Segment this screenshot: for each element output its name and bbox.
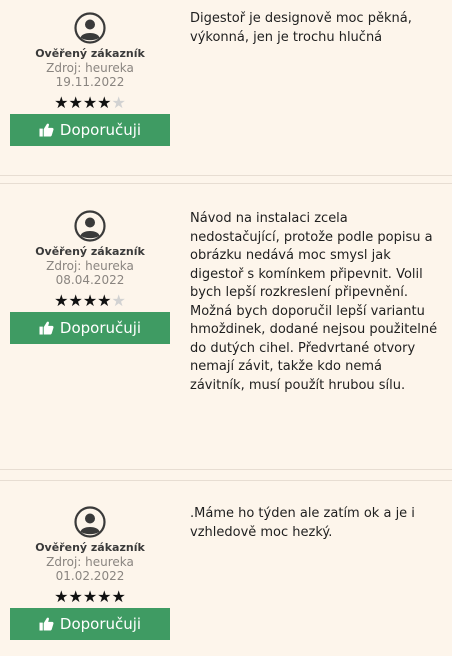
- recommend-label: Doporučuji: [59, 121, 142, 139]
- review-source: Zdroj: heureka: [46, 555, 134, 569]
- review-date: 19.11.2022: [55, 75, 125, 89]
- review-source: Zdroj: heureka: [46, 259, 134, 273]
- star-rating: [10, 95, 170, 111]
- star-empty-icon: ★: [111, 291, 126, 310]
- thumbs-up-icon: [39, 321, 54, 335]
- star-filled-icon: ★: [54, 587, 69, 606]
- star-filled-icon: ★: [82, 93, 98, 112]
- review-text: Návod na instalaci zcela nedostačující, protože podle popisu a obrázku nedává moc smysl jak digestoř s komínkem připevnit. Volil bych lepší rozkreslení připevnění. Možná bych doporučil lepší variantu hmoždinek, dodané nejsou použitelné do dutých cihel. Předvrtané otvory nemají závit, takže kdo nemá závitník, musí použít hrubou sílu.: [190, 211, 438, 393]
- star-filled-icon: ★: [97, 291, 112, 310]
- star-empty-icon: ★: [111, 93, 126, 112]
- thumbs-up-icon: [39, 617, 54, 631]
- user-avatar-icon: [74, 506, 106, 538]
- thumbs-up-icon: [39, 123, 54, 137]
- star-filled-icon: ★: [68, 291, 83, 310]
- star-rating: [10, 589, 170, 605]
- author-name: Ověřený zákazník: [35, 541, 145, 554]
- star-filled-icon: ★: [82, 587, 98, 606]
- star-filled-icon: ★: [54, 291, 69, 310]
- star-rating: [10, 293, 170, 309]
- star-filled-icon: ★: [68, 93, 83, 112]
- review-date: 08.04.2022: [55, 273, 125, 287]
- review-divider: [0, 175, 452, 176]
- review-divider: [0, 480, 452, 481]
- author-name: Ověřený zákazník: [35, 245, 145, 258]
- user-avatar-icon: [74, 12, 106, 44]
- user-avatar-icon: [74, 210, 106, 242]
- star-filled-icon: ★: [97, 93, 112, 112]
- recommend-label: Doporučuji: [59, 319, 142, 337]
- recommend-button[interactable]: [10, 114, 170, 146]
- review-author-block: [10, 210, 170, 344]
- recommend-button[interactable]: [10, 312, 170, 344]
- review-text: Digestoř je designově moc pěkná, výkonná, jen je trochu hlučná: [190, 11, 412, 45]
- star-filled-icon: ★: [111, 587, 126, 606]
- star-filled-icon: ★: [82, 291, 98, 310]
- review-author-block: [10, 12, 170, 146]
- review-divider: [0, 183, 452, 184]
- review-text: .Máme ho týden ale zatím ok a je i vzhledově moc hezký.: [190, 506, 415, 540]
- star-filled-icon: ★: [68, 587, 83, 606]
- review-author-block: [10, 506, 170, 640]
- recommend-button[interactable]: [10, 608, 170, 640]
- review-date: 01.02.2022: [55, 569, 125, 583]
- recommend-label: Doporučuji: [59, 615, 142, 633]
- review-source: Zdroj: heureka: [46, 61, 134, 75]
- review-divider: [0, 469, 452, 470]
- author-name: Ověřený zákazník: [35, 47, 145, 60]
- star-filled-icon: ★: [97, 587, 112, 606]
- star-filled-icon: ★: [54, 93, 69, 112]
